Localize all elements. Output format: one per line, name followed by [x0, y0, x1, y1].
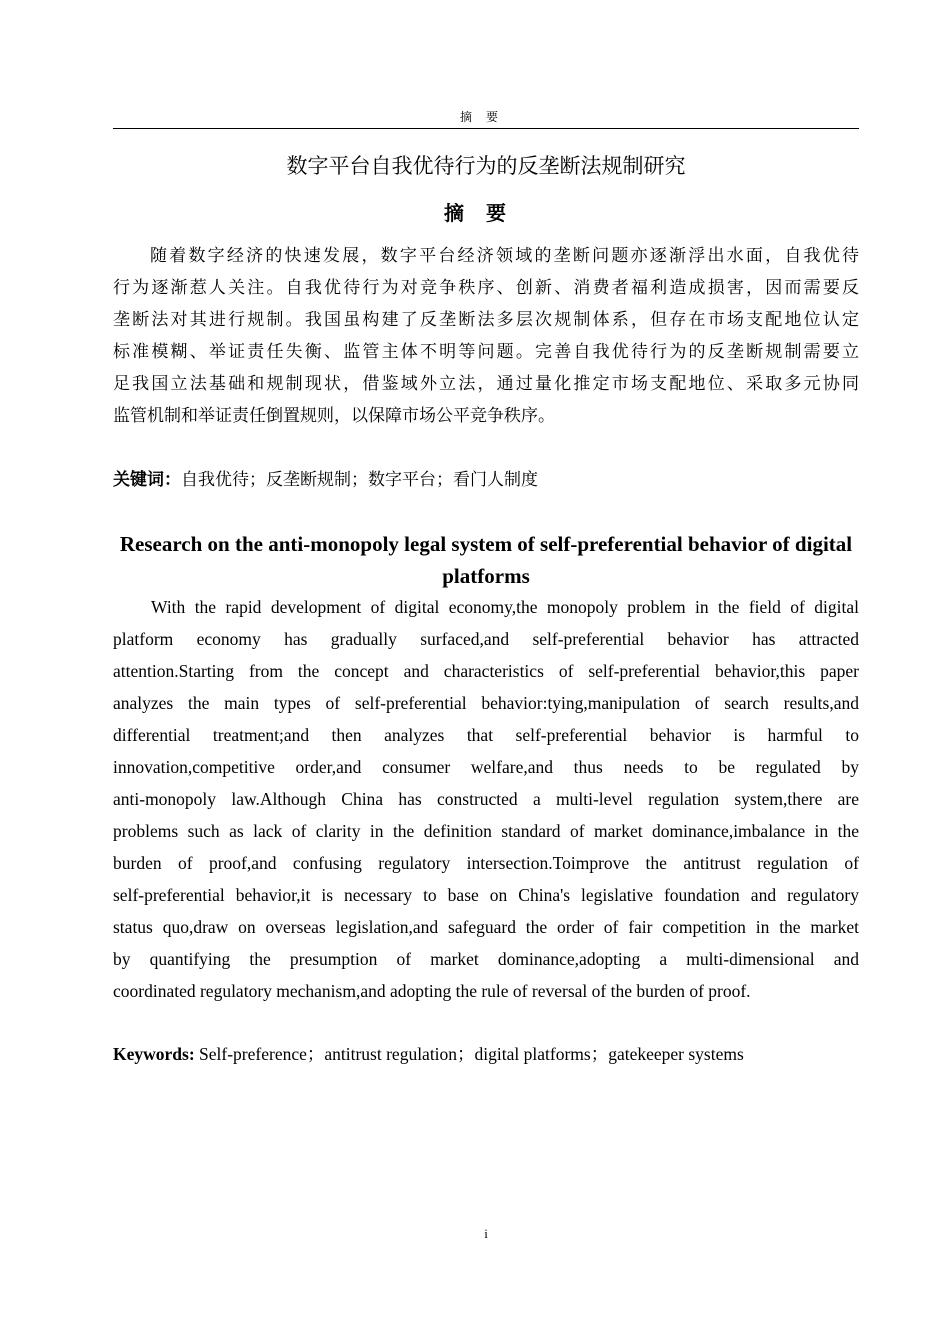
english-abstract-line: innovation,competitive order,and consumer welfare,and thus needs to be regulated by [113, 757, 859, 777]
chinese-keywords-label: 关键词： [113, 470, 181, 490]
english-abstract-line: With the rapid development of digital economy,the monopoly problem in the field of digital [151, 597, 859, 617]
page-number: i [484, 1226, 488, 1241]
english-abstract-line: platform economy has gradually surfaced,and self-preferential behavior has attracted [113, 629, 859, 649]
english-abstract-line: status quo,draw on overseas legislation,and safeguard the order of fair competition in the market [113, 917, 859, 937]
english-abstract-line: problems such as lack of clarity in the definition standard of market dominance,imbalance in the [113, 821, 859, 841]
english-abstract-line: burden of proof,and confusing regulatory intersection.Toimprove the antitrust regulation of [113, 853, 859, 873]
chinese-abstract-line: 监管机制和举证责任倒置规则，以保障市场公平竞争秩序。 [113, 406, 555, 426]
english-abstract-line: by quantifying the presumption of market dominance,adopting a multi-dimensional and [113, 949, 859, 969]
chinese-abstract-line: 垄断法对其进行规制。我国虽构建了反垄断法多层次规制体系，但存在市场支配地位认定 [113, 310, 859, 330]
header-rule [113, 128, 859, 129]
english-abstract-line: coordinated regulatory mechanism,and adopting the rule of reversal of the burden of proof. [113, 981, 751, 1001]
english-abstract-line: attention.Starting from the concept and characteristics of self-preferential behavior,this paper [113, 661, 859, 681]
english-abstract-line: anti-monopoly law.Although China has constructed a multi-level regulation system,there are [113, 789, 859, 809]
chinese-abstract-line: 随着数字经济的快速发展，数字平台经济领域的垄断问题亦逐渐浮出水面，自我优待 [150, 246, 859, 266]
chinese-title: 数字平台自我优待行为的反垄断法规制研究 [286, 154, 686, 178]
english-keywords [113, 1038, 859, 1070]
chinese-abstract-heading: 摘要 [444, 201, 528, 225]
chinese-abstract-body [113, 240, 859, 432]
chinese-abstract-line: 足我国立法基础和规制现状，借鉴域外立法，通过量化推定市场支配地位、采取多元协同 [113, 374, 859, 394]
english-abstract-line: differential treatment;and then analyzes that self-preferential behavior is harmful to [113, 725, 859, 745]
chinese-abstract-line: 标准模糊、举证责任失衡、监管主体不明等问题。完善自我优待行为的反垄断规制需要立 [113, 342, 859, 362]
chinese-keywords [113, 464, 859, 496]
chinese-abstract-line: 行为逐渐惹人关注。自我优待行为对竞争秩序、创新、消费者福利造成损害，因而需要反 [113, 278, 859, 298]
english-keywords-value: Self-preference；antitrust regulation；digital platforms；gatekeeper systems [199, 1044, 744, 1064]
english-title: Research on the anti-monopoly legal system of self-preferential behavior of digital platforms [119, 532, 853, 588]
english-abstract-line: analyzes the main types of self-preferential behavior:tying,manipulation of search results,and [113, 693, 859, 713]
running-header: 摘要 [459, 110, 512, 124]
english-abstract-line: self-preferential behavior,it is necessary to base on China's legislative foundation and regulatory [113, 885, 859, 905]
chinese-keywords-value: 自我优待；反垄断规制；数字平台；看门人制度 [181, 470, 538, 490]
english-abstract-body [113, 591, 859, 1007]
english-keywords-label: Keywords: [113, 1044, 195, 1064]
